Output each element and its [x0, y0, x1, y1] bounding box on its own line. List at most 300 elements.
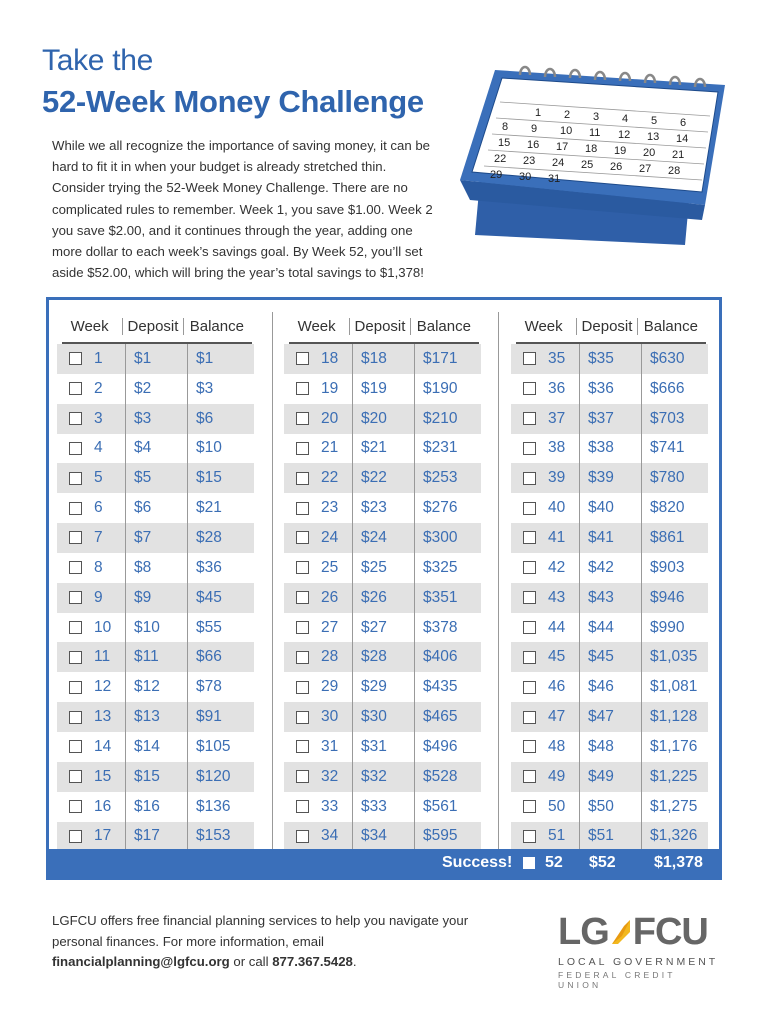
week-checkbox[interactable] [69, 502, 82, 515]
week-checkbox[interactable] [69, 412, 82, 425]
week-number: 8 [94, 558, 103, 576]
deposit-cell: $23 [352, 493, 414, 523]
week-cell [284, 559, 352, 577]
week-cell [511, 798, 579, 816]
week-cell [57, 380, 125, 398]
deposit-cell: $25 [352, 553, 414, 583]
week-checkbox[interactable] [523, 681, 536, 694]
deposit-cell: $12 [125, 672, 187, 702]
table-row [57, 434, 254, 464]
week-checkbox[interactable] [523, 800, 536, 813]
week-number: 21 [321, 439, 339, 457]
table-row [57, 642, 254, 672]
table-row [511, 672, 708, 702]
calendar-day: 23 [523, 155, 536, 167]
week-checkbox[interactable] [523, 352, 536, 365]
balance-cell: $528 [414, 762, 481, 792]
calendar-day: 15 [498, 137, 511, 149]
week-cell [284, 768, 352, 786]
calendar-day: 1 [535, 107, 542, 119]
table-row [284, 344, 481, 374]
balance-cell: $10 [187, 434, 254, 464]
week-checkbox[interactable] [296, 651, 309, 664]
deposit-cell: $44 [579, 613, 641, 643]
week-number: 35 [548, 349, 566, 367]
week-checkbox[interactable] [69, 352, 82, 365]
week-number: 18 [321, 349, 339, 367]
week-number: 20 [321, 409, 339, 427]
page-title: 52-Week Money Challenge [42, 84, 424, 119]
header-week: Week [524, 317, 563, 335]
week-checkbox[interactable] [523, 711, 536, 724]
savings-table [46, 297, 722, 880]
deposit-cell: $34 [352, 822, 414, 852]
deposit-cell: $40 [579, 493, 641, 523]
week-checkbox[interactable] [296, 502, 309, 515]
calendar-day: 25 [581, 159, 594, 171]
table-row [511, 434, 708, 464]
deposit-cell: $27 [352, 613, 414, 643]
table-row [284, 702, 481, 732]
week-cell [284, 380, 352, 398]
week-cell [511, 410, 579, 428]
success-checkbox[interactable] [523, 857, 535, 869]
week-number: 23 [321, 499, 339, 517]
success-label: Success! [442, 854, 513, 871]
deposit-cell: $4 [125, 434, 187, 464]
balance-cell: $990 [641, 613, 708, 643]
balance-cell: $300 [414, 523, 481, 553]
week-checkbox[interactable] [69, 382, 82, 395]
week-cell [511, 738, 579, 756]
table-row [511, 822, 708, 852]
week-checkbox[interactable] [296, 711, 309, 724]
balance-cell: $946 [641, 583, 708, 613]
balance-cell: $1,035 [641, 642, 708, 672]
week-cell [57, 798, 125, 816]
balance-cell: $15 [187, 463, 254, 493]
balance-cell: $595 [414, 822, 481, 852]
calendar-day: 13 [647, 131, 660, 143]
week-checkbox[interactable] [523, 442, 536, 455]
balance-cell: $378 [414, 613, 481, 643]
table-row [57, 732, 254, 762]
week-cell [284, 738, 352, 756]
table-header [511, 310, 708, 342]
table-row [511, 762, 708, 792]
table-row [57, 762, 254, 792]
week-cell [511, 380, 579, 398]
footer-line: LGFCU offers free financial planning services to help you navigate your personal finances. For more information, email [52, 913, 469, 949]
table-row [284, 732, 481, 762]
balance-cell: $55 [187, 613, 254, 643]
deposit-cell: $19 [352, 374, 414, 404]
table-row [284, 523, 481, 553]
calendar-day: 24 [552, 157, 565, 169]
logo-name-left: LG [558, 911, 609, 953]
calendar-day: 3 [593, 111, 600, 123]
week-checkbox[interactable] [69, 740, 82, 753]
week-checkbox[interactable] [296, 770, 309, 783]
week-cell [57, 708, 125, 726]
week-number: 41 [548, 528, 566, 546]
header-balance: Balance [183, 318, 254, 335]
week-checkbox[interactable] [296, 800, 309, 813]
week-cell [57, 648, 125, 666]
footer-mid: or call [229, 954, 273, 969]
week-number: 36 [548, 379, 566, 397]
table-row [284, 374, 481, 404]
week-checkbox[interactable] [523, 382, 536, 395]
balance-cell: $45 [187, 583, 254, 613]
table-row [284, 642, 481, 672]
week-cell [284, 678, 352, 696]
logo-wordmark [558, 912, 720, 952]
week-number: 3 [94, 409, 103, 427]
week-checkbox[interactable] [69, 681, 82, 694]
week-checkbox[interactable] [69, 830, 82, 843]
week-number: 27 [321, 618, 339, 636]
week-checkbox[interactable] [296, 621, 309, 634]
week-number: 45 [548, 648, 566, 666]
deposit-cell: $28 [352, 642, 414, 672]
deposit-cell: $51 [579, 822, 641, 852]
week-checkbox[interactable] [296, 561, 309, 574]
week-cell [284, 619, 352, 637]
week-cell [57, 350, 125, 368]
calendar-day: 21 [672, 149, 685, 161]
week-checkbox[interactable] [69, 621, 82, 634]
table-row [284, 553, 481, 583]
week-cell [511, 768, 579, 786]
table-row [511, 792, 708, 822]
balance-cell: $210 [414, 404, 481, 434]
week-checkbox[interactable] [296, 830, 309, 843]
deposit-cell: $37 [579, 404, 641, 434]
deposit-cell: $41 [579, 523, 641, 553]
deposit-cell: $6 [125, 493, 187, 523]
week-number: 37 [548, 409, 566, 427]
balance-cell: $741 [641, 434, 708, 464]
week-checkbox[interactable] [69, 561, 82, 574]
week-cell [511, 827, 579, 845]
balance-cell: $1,081 [641, 672, 708, 702]
header-week: Week [70, 317, 109, 335]
week-number: 46 [548, 678, 566, 696]
header-deposit: Deposit [122, 318, 182, 335]
balance-cell: $561 [414, 792, 481, 822]
balance-cell: $3 [187, 374, 254, 404]
deposit-cell: $36 [579, 374, 641, 404]
header-balance: Balance [410, 318, 481, 335]
calendar-icon [440, 30, 740, 260]
week-cell [57, 499, 125, 517]
week-checkbox[interactable] [523, 770, 536, 783]
table-row [511, 344, 708, 374]
calendar-day: 12 [618, 129, 631, 141]
week-checkbox[interactable] [523, 412, 536, 425]
week-number: 34 [321, 827, 339, 845]
calendar-day: 22 [494, 153, 507, 165]
calendar-day: 30 [519, 171, 532, 183]
table-row [511, 732, 708, 762]
logo-leaf-icon [610, 914, 632, 942]
deposit-cell: $22 [352, 463, 414, 493]
table-row [57, 672, 254, 702]
deposit-cell: $10 [125, 613, 187, 643]
week-number: 17 [94, 827, 112, 845]
table-row [511, 493, 708, 523]
deposit-cell: $7 [125, 523, 187, 553]
week-checkbox[interactable] [69, 651, 82, 664]
table-row [511, 523, 708, 553]
calendar-day: 11 [589, 127, 601, 139]
deposit-cell: $47 [579, 702, 641, 732]
table-row [511, 613, 708, 643]
logo-name-right: FCU [632, 911, 708, 953]
footer-email[interactable]: financialplanning@lgfcu.org [52, 954, 230, 969]
week-cell [511, 648, 579, 666]
column-divider [272, 312, 273, 850]
week-checkbox[interactable] [69, 591, 82, 604]
deposit-cell: $50 [579, 792, 641, 822]
table-row [57, 344, 254, 374]
week-checkbox[interactable] [69, 800, 82, 813]
week-number: 49 [548, 767, 566, 785]
table-row [57, 493, 254, 523]
week-checkbox[interactable] [69, 442, 82, 455]
calendar-day: 5 [651, 115, 658, 127]
week-checkbox[interactable] [296, 681, 309, 694]
balance-cell: $6 [187, 404, 254, 434]
deposit-cell: $11 [125, 642, 187, 672]
week-checkbox[interactable] [69, 711, 82, 724]
week-cell [57, 529, 125, 547]
calendar-day: 18 [585, 143, 598, 155]
balance-cell: $666 [641, 374, 708, 404]
calendar-day: 2 [564, 109, 571, 121]
deposit-cell: $49 [579, 762, 641, 792]
deposit-cell: $39 [579, 463, 641, 493]
header-balance: Balance [637, 318, 708, 335]
table-row [57, 613, 254, 643]
week-cell [57, 619, 125, 637]
calendar-day: 16 [527, 139, 540, 151]
deposit-cell: $20 [352, 404, 414, 434]
deposit-cell: $15 [125, 762, 187, 792]
balance-cell: $78 [187, 672, 254, 702]
success-balance: $1,378 [654, 854, 703, 871]
week-number: 38 [548, 439, 566, 457]
week-number: 22 [321, 469, 339, 487]
week-number: 44 [548, 618, 566, 636]
week-cell [284, 648, 352, 666]
week-checkbox[interactable] [296, 442, 309, 455]
success-deposit: $52 [589, 854, 616, 871]
week-checkbox[interactable] [69, 472, 82, 485]
week-checkbox[interactable] [296, 382, 309, 395]
week-checkbox[interactable] [69, 531, 82, 544]
table-column-1 [57, 310, 254, 851]
week-checkbox[interactable] [523, 472, 536, 485]
table-row [57, 822, 254, 852]
deposit-cell: $17 [125, 822, 187, 852]
balance-cell: $1,225 [641, 762, 708, 792]
week-number: 11 [94, 648, 111, 666]
week-checkbox[interactable] [296, 531, 309, 544]
table-row [511, 642, 708, 672]
footer-phone[interactable]: 877.367.5428 [272, 954, 353, 969]
week-checkbox[interactable] [69, 770, 82, 783]
intro-paragraph: While we all recognize the importance of saving money, it can be hard to fit it in when your budget is already stretched thin. Consider trying the 52-Week Money Challenge. There are no complicated rules to remember. Week 1, you save $1.00. Week 2 you save $2.00, and it continues through the year, adding one more dollar to each week’s savings goal. By Week 52, you’ll set aside $52.00, which will bring the year’s total savings to $1,378! [52, 138, 433, 281]
week-cell [511, 529, 579, 547]
balance-cell: $153 [187, 822, 254, 852]
calendar-day: 28 [668, 165, 681, 177]
calendar-day: 27 [639, 163, 652, 175]
week-checkbox[interactable] [523, 830, 536, 843]
week-checkbox[interactable] [523, 621, 536, 634]
table-row [284, 583, 481, 613]
week-checkbox[interactable] [296, 352, 309, 365]
table-row [284, 613, 481, 643]
week-number: 28 [321, 648, 339, 666]
deposit-cell: $1 [125, 344, 187, 374]
logo-subtitle-2: FEDERAL CREDIT UNION [558, 970, 676, 990]
week-number: 7 [94, 528, 103, 546]
table-row [284, 672, 481, 702]
calendar-day: 9 [531, 123, 538, 135]
deposit-cell: $9 [125, 583, 187, 613]
deposit-cell: $46 [579, 672, 641, 702]
balance-cell: $435 [414, 672, 481, 702]
lgfcu-logo [558, 911, 720, 990]
header-deposit: Deposit [576, 318, 636, 335]
success-week: 52 [545, 854, 563, 871]
week-cell [284, 708, 352, 726]
balance-cell: $136 [187, 792, 254, 822]
week-checkbox[interactable] [296, 591, 309, 604]
week-number: 48 [548, 737, 566, 755]
week-cell [57, 559, 125, 577]
header-week: Week [297, 317, 336, 335]
table-row [57, 374, 254, 404]
calendar-day: 19 [614, 145, 627, 157]
calendar-day: 29 [490, 169, 503, 181]
balance-cell: $465 [414, 702, 481, 732]
deposit-cell: $43 [579, 583, 641, 613]
balance-cell: $1 [187, 344, 254, 374]
table-row [284, 434, 481, 464]
balance-cell: $903 [641, 553, 708, 583]
week-number: 15 [94, 767, 112, 785]
week-cell [511, 708, 579, 726]
week-cell [57, 678, 125, 696]
week-cell [57, 410, 125, 428]
balance-cell: $630 [641, 344, 708, 374]
table-row [511, 404, 708, 434]
table-row [511, 583, 708, 613]
calendar-day: 6 [680, 117, 687, 129]
week-number: 19 [321, 379, 339, 397]
week-cell [57, 738, 125, 756]
week-cell [57, 589, 125, 607]
table-row [57, 553, 254, 583]
deposit-cell: $16 [125, 792, 187, 822]
deposit-cell: $48 [579, 732, 641, 762]
table-header [57, 310, 254, 342]
week-checkbox[interactable] [296, 412, 309, 425]
week-checkbox[interactable] [523, 651, 536, 664]
deposit-cell: $35 [579, 344, 641, 374]
week-cell [57, 439, 125, 457]
balance-cell: $1,128 [641, 702, 708, 732]
week-number: 47 [548, 708, 566, 726]
week-number: 43 [548, 588, 566, 606]
balance-cell: $1,326 [641, 822, 708, 852]
week-number: 9 [94, 588, 103, 606]
balance-cell: $325 [414, 553, 481, 583]
week-number: 32 [321, 767, 339, 785]
week-checkbox[interactable] [523, 591, 536, 604]
week-cell [284, 350, 352, 368]
week-checkbox[interactable] [523, 502, 536, 515]
week-checkbox[interactable] [523, 740, 536, 753]
deposit-cell: $2 [125, 374, 187, 404]
deposit-cell: $45 [579, 642, 641, 672]
balance-cell: $190 [414, 374, 481, 404]
week-number: 2 [94, 379, 103, 397]
week-number: 26 [321, 588, 339, 606]
logo-subtitle-1: LOCAL GOVERNMENT [558, 956, 719, 968]
calendar-day: 26 [610, 161, 623, 173]
balance-cell: $820 [641, 493, 708, 523]
balance-cell: $276 [414, 493, 481, 523]
balance-cell: $1,275 [641, 792, 708, 822]
balance-cell: $105 [187, 732, 254, 762]
week-checkbox[interactable] [296, 740, 309, 753]
table-row [284, 463, 481, 493]
deposit-cell: $33 [352, 792, 414, 822]
balance-cell: $496 [414, 732, 481, 762]
balance-cell: $1,176 [641, 732, 708, 762]
week-checkbox[interactable] [523, 561, 536, 574]
week-cell [284, 589, 352, 607]
balance-cell: $231 [414, 434, 481, 464]
week-cell [284, 439, 352, 457]
week-number: 39 [548, 469, 566, 487]
calendar-day: 14 [676, 133, 689, 145]
week-checkbox[interactable] [523, 531, 536, 544]
week-number: 4 [94, 439, 103, 457]
week-checkbox[interactable] [296, 472, 309, 485]
deposit-cell: $26 [352, 583, 414, 613]
deposit-cell: $21 [352, 434, 414, 464]
week-number: 25 [321, 558, 339, 576]
balance-cell: $36 [187, 553, 254, 583]
week-cell [284, 499, 352, 517]
week-cell [57, 827, 125, 845]
balance-cell: $351 [414, 583, 481, 613]
week-number: 33 [321, 797, 339, 815]
week-number: 29 [321, 678, 339, 696]
calendar-day: 31 [548, 173, 561, 185]
table-row [284, 762, 481, 792]
column-divider [498, 312, 499, 850]
week-cell [511, 589, 579, 607]
table-header [284, 310, 481, 342]
deposit-cell: $3 [125, 404, 187, 434]
table-row [284, 404, 481, 434]
